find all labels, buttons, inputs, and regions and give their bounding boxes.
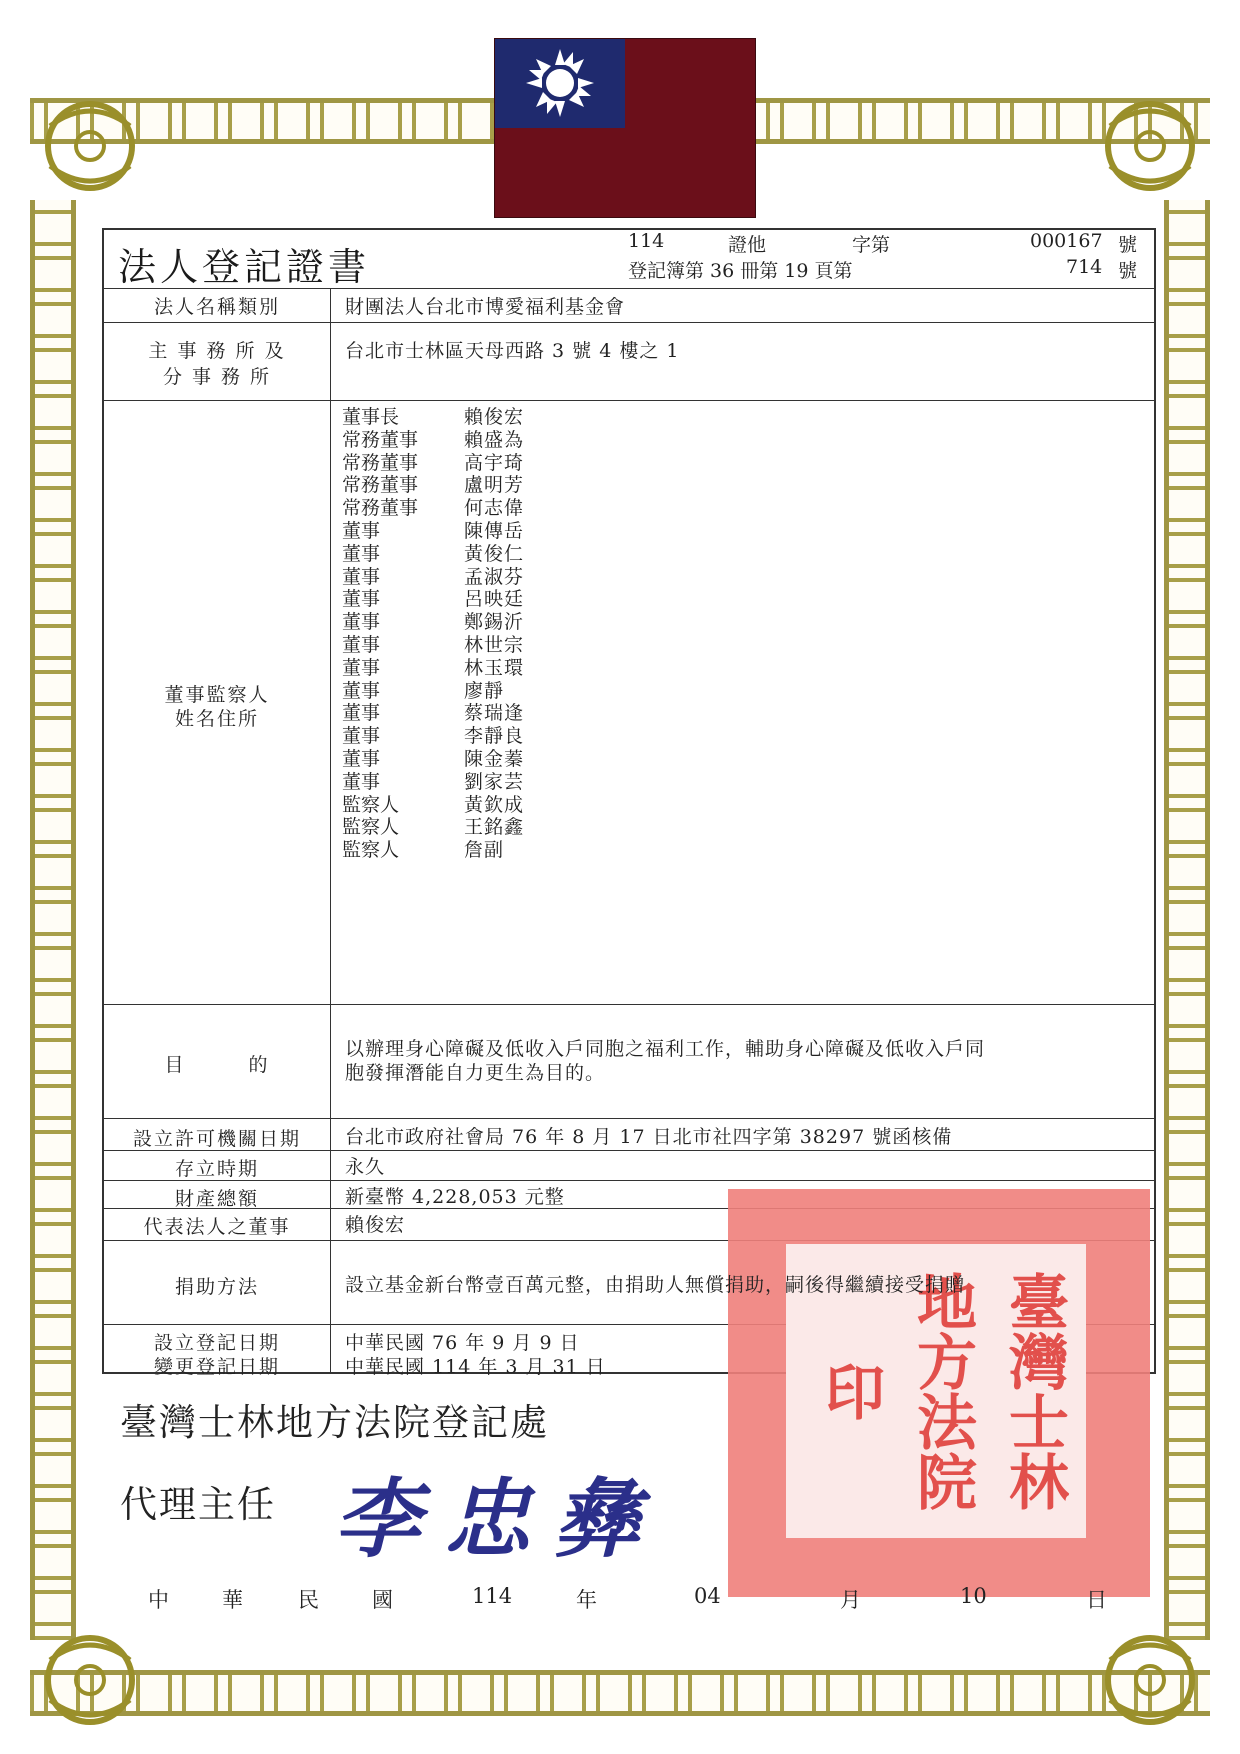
director-role: 董事 — [342, 747, 381, 770]
director-name: 王銘鑫 — [464, 816, 525, 839]
director-role: 董事 — [342, 542, 381, 565]
director-name: 孟淑芬 — [464, 565, 525, 588]
column-divider — [330, 288, 331, 1374]
header-cert-no: 000167 — [1030, 230, 1103, 252]
director-name: 高宇琦 — [464, 451, 525, 474]
donation-label: 捐助方法 — [174, 1276, 259, 1298]
director-role: 董事 — [342, 633, 381, 656]
director-name: 陳傳岳 — [464, 519, 525, 542]
director-name: 詹副 — [464, 839, 505, 862]
border-left — [30, 200, 76, 1640]
director-role: 常務董事 — [342, 428, 419, 451]
court-seal-text: 臺灣士林地方法院印 — [815, 1271, 1069, 1511]
duration-value: 永久 — [345, 1156, 386, 1178]
office-label-2: 分 事 務 所 — [162, 366, 272, 388]
director-role: 董事 — [342, 656, 381, 679]
chg-date-value: 中華民國 114 年 3 月 31 日 — [345, 1356, 606, 1378]
director-role: 董事 — [342, 725, 381, 748]
director-role: 監察人 — [342, 816, 400, 839]
name-label: 法人名稱類別 — [153, 296, 280, 318]
date-zhong: 中 — [148, 1588, 169, 1612]
director-role: 董事 — [342, 588, 381, 611]
row-divider — [102, 400, 1156, 401]
director-name: 鄭錫沂 — [464, 611, 525, 634]
header-zheng: 證他 — [728, 234, 767, 256]
date-year: 114 — [472, 1584, 513, 1608]
director-role: 常務董事 — [342, 474, 419, 497]
flag-canton — [495, 39, 625, 128]
issuing-court: 臺灣士林地方法院登記處 — [120, 1401, 549, 1444]
purpose-value-1: 以辦理身心障礙及低收入戶同胞之福利工作，輔助身心障礙及低收入戶同 — [345, 1038, 986, 1060]
date-yue: 月 — [840, 1588, 861, 1612]
director-name: 蔡瑞逢 — [464, 702, 525, 725]
director-name: 陳金蓁 — [464, 747, 525, 770]
assets-value: 新臺幣 4,228,053 元整 — [345, 1186, 565, 1208]
director-name: 廖靜 — [464, 679, 505, 702]
permit-value: 台北市政府社會局 76 年 8 月 17 日北市社四字第 38297 號函核備 — [345, 1126, 953, 1148]
duration-label: 存立時期 — [174, 1158, 259, 1180]
director-name: 呂映廷 — [464, 588, 525, 611]
corner-ornament-icon — [30, 1620, 150, 1740]
purpose-label: 目 的 — [164, 1054, 270, 1076]
date-month: 04 — [694, 1584, 721, 1608]
est-date-value: 中華民國 76 年 9 月 9 日 — [345, 1332, 580, 1354]
agent-title: 代理主任 — [120, 1483, 276, 1526]
director-role: 董事 — [342, 702, 381, 725]
donation-value: 設立基金新台幣壹百萬元整，由捐助人無償捐助，嗣後得繼續接受捐贈 — [345, 1274, 966, 1296]
permit-label: 設立許可機關日期 — [132, 1128, 301, 1150]
corner-ornament-icon — [30, 86, 150, 206]
director-role: 監察人 — [342, 839, 400, 862]
header-year: 114 — [628, 230, 665, 252]
signature: 李忠彝 — [334, 1469, 664, 1570]
director-role: 常務董事 — [342, 451, 419, 474]
director-name: 黃俊仁 — [464, 542, 525, 565]
director-names-list — [464, 406, 524, 862]
header-hao2: 號 — [1118, 260, 1138, 282]
white-sun-icon — [495, 39, 625, 128]
director-name: 賴俊宏 — [464, 406, 525, 428]
corner-ornament-icon — [1090, 1620, 1210, 1740]
row-divider — [102, 322, 1156, 323]
corner-ornament-icon — [1090, 86, 1210, 206]
page-title: 法人登記證書 — [118, 245, 371, 289]
row-divider — [102, 1118, 1156, 1119]
date-day: 10 — [960, 1584, 987, 1608]
row-divider — [102, 288, 1156, 289]
date-nian: 年 — [576, 1588, 597, 1612]
border-bottom — [30, 1670, 1210, 1716]
row-divider — [102, 1004, 1156, 1005]
rep-value: 賴俊宏 — [345, 1214, 406, 1236]
date-hua: 華 — [222, 1588, 243, 1612]
office-label-1: 主 事 務 所 及 — [148, 340, 286, 362]
directors-label-2: 姓名住所 — [174, 708, 259, 730]
director-role: 董事 — [342, 565, 381, 588]
header-zi-di: 字第 — [852, 234, 891, 256]
director-name: 何志偉 — [464, 497, 525, 520]
date-min: 民 — [298, 1588, 319, 1612]
director-role: 董事 — [342, 770, 381, 793]
director-name: 黃欽成 — [464, 793, 525, 816]
director-name: 賴盛為 — [464, 428, 525, 451]
header-register-book: 登記簿第 36 冊第 19 頁第 — [628, 260, 853, 282]
director-role: 董事 — [342, 679, 381, 702]
director-role: 董事 — [342, 611, 381, 634]
director-name: 林世宗 — [464, 633, 525, 656]
director-role: 常務董事 — [342, 497, 419, 520]
border-right — [1164, 200, 1210, 1640]
director-name: 李靜良 — [464, 725, 525, 748]
director-role: 監察人 — [342, 793, 400, 816]
header-hao1: 號 — [1118, 234, 1138, 256]
directors-label-1: 董事監察人 — [164, 684, 270, 706]
director-name: 盧明芳 — [464, 474, 525, 497]
date-guo: 國 — [372, 1588, 393, 1612]
date-ri: 日 — [1086, 1588, 1107, 1612]
director-name: 林玉環 — [464, 656, 525, 679]
director-role: 董事長 — [342, 406, 400, 428]
roc-flag-icon — [494, 38, 756, 218]
purpose-value-2: 胞發揮潛能自力更生為目的。 — [345, 1062, 606, 1084]
est-date-label: 設立登記日期 — [153, 1332, 280, 1354]
header-page-no: 714 — [1066, 256, 1103, 278]
director-role: 董事 — [342, 519, 381, 542]
office-value: 台北市士林區天母西路 3 號 4 樓之 1 — [345, 340, 680, 362]
chg-date-label: 變更登記日期 — [153, 1356, 280, 1378]
director-roles-list — [342, 406, 418, 862]
rep-label: 代表法人之董事 — [143, 1216, 291, 1238]
director-name: 劉家芸 — [464, 770, 525, 793]
assets-label: 財產總額 — [174, 1188, 259, 1210]
name-value: 財團法人台北市博愛福利基金會 — [345, 296, 626, 318]
